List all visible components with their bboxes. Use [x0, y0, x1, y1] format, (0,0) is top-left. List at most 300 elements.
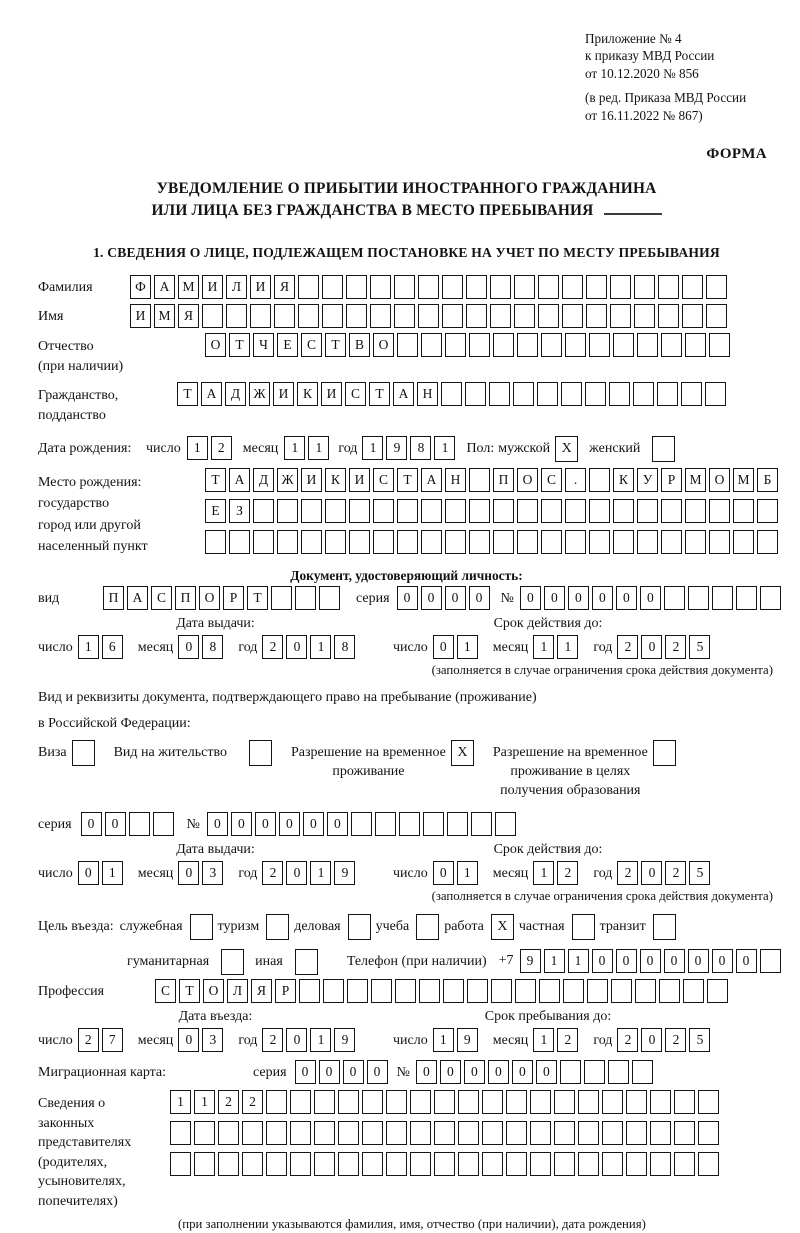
- char-cell[interactable]: 2: [665, 1028, 686, 1052]
- char-cell[interactable]: [565, 333, 586, 357]
- char-cell[interactable]: 1: [533, 635, 554, 659]
- char-cell[interactable]: 2: [665, 861, 686, 885]
- stay-doc-series-cells[interactable]: [81, 812, 177, 836]
- char-cell[interactable]: [274, 304, 295, 328]
- char-cell[interactable]: [578, 1152, 599, 1176]
- char-cell[interactable]: [517, 530, 538, 554]
- char-cell[interactable]: [706, 304, 727, 328]
- char-cell[interactable]: [760, 949, 781, 973]
- stay-doc-issue-year[interactable]: [262, 861, 358, 885]
- char-cell[interactable]: 2: [617, 861, 638, 885]
- char-cell[interactable]: 0: [488, 1060, 509, 1084]
- char-cell[interactable]: [458, 1121, 479, 1145]
- char-cell[interactable]: [517, 333, 538, 357]
- char-cell[interactable]: [202, 304, 223, 328]
- char-cell[interactable]: Б: [757, 468, 778, 492]
- char-cell[interactable]: [421, 333, 442, 357]
- char-cell[interactable]: [538, 304, 559, 328]
- char-cell[interactable]: 1: [533, 1028, 554, 1052]
- char-cell[interactable]: [229, 530, 250, 554]
- char-cell[interactable]: [290, 1152, 311, 1176]
- char-cell[interactable]: [410, 1121, 431, 1145]
- legal-reps-cells-row3[interactable]: [170, 1152, 722, 1176]
- char-cell[interactable]: 0: [421, 586, 442, 610]
- char-cell[interactable]: М: [178, 275, 199, 299]
- purpose-humanitarian-checkbox[interactable]: [221, 949, 244, 975]
- char-cell[interactable]: О: [199, 586, 220, 610]
- char-cell[interactable]: В: [349, 333, 370, 357]
- char-cell[interactable]: 1: [308, 436, 329, 460]
- char-cell[interactable]: 0: [640, 949, 661, 973]
- char-cell[interactable]: [290, 1090, 311, 1114]
- char-cell[interactable]: [170, 1152, 191, 1176]
- char-cell[interactable]: [395, 979, 416, 1003]
- char-cell[interactable]: 1: [194, 1090, 215, 1114]
- char-cell[interactable]: О: [205, 333, 226, 357]
- entry-day[interactable]: [78, 1028, 126, 1052]
- given-name-cells[interactable]: [130, 304, 730, 328]
- char-cell[interactable]: [602, 1121, 623, 1145]
- char-cell[interactable]: 0: [664, 949, 685, 973]
- char-cell[interactable]: [441, 382, 462, 406]
- char-cell[interactable]: 0: [433, 635, 454, 659]
- char-cell[interactable]: И: [349, 468, 370, 492]
- char-cell[interactable]: [709, 333, 730, 357]
- char-cell[interactable]: 0: [255, 812, 276, 836]
- char-cell[interactable]: Т: [325, 333, 346, 357]
- char-cell[interactable]: [513, 382, 534, 406]
- char-cell[interactable]: [266, 1121, 287, 1145]
- char-cell[interactable]: 1: [544, 949, 565, 973]
- char-cell[interactable]: 1: [187, 436, 208, 460]
- identity-number-cells[interactable]: [520, 586, 784, 610]
- char-cell[interactable]: 0: [327, 812, 348, 836]
- char-cell[interactable]: [634, 304, 655, 328]
- char-cell[interactable]: [706, 275, 727, 299]
- char-cell[interactable]: 9: [457, 1028, 478, 1052]
- temp-residence-edu-checkbox[interactable]: [653, 740, 676, 766]
- char-cell[interactable]: [698, 1090, 719, 1114]
- char-cell[interactable]: [271, 586, 292, 610]
- char-cell[interactable]: [589, 468, 610, 492]
- char-cell[interactable]: [153, 812, 174, 836]
- char-cell[interactable]: А: [393, 382, 414, 406]
- char-cell[interactable]: И: [273, 382, 294, 406]
- char-cell[interactable]: [349, 499, 370, 523]
- identity-kind-cells[interactable]: [103, 586, 343, 610]
- char-cell[interactable]: [705, 382, 726, 406]
- char-cell[interactable]: [611, 979, 632, 1003]
- char-cell[interactable]: [650, 1152, 671, 1176]
- char-cell[interactable]: 0: [367, 1060, 388, 1084]
- char-cell[interactable]: [362, 1121, 383, 1145]
- char-cell[interactable]: [589, 333, 610, 357]
- char-cell[interactable]: [349, 530, 370, 554]
- surname-cells[interactable]: [130, 275, 730, 299]
- phone-cells[interactable]: [520, 949, 784, 973]
- char-cell[interactable]: [242, 1152, 263, 1176]
- migration-number-cells[interactable]: [416, 1060, 656, 1084]
- identity-valid-year[interactable]: [617, 635, 713, 659]
- identity-valid-day[interactable]: [433, 635, 481, 659]
- char-cell[interactable]: [418, 275, 439, 299]
- char-cell[interactable]: [443, 979, 464, 1003]
- char-cell[interactable]: 5: [689, 861, 710, 885]
- char-cell[interactable]: [493, 530, 514, 554]
- char-cell[interactable]: 0: [641, 635, 662, 659]
- char-cell[interactable]: [314, 1090, 335, 1114]
- char-cell[interactable]: [698, 1121, 719, 1145]
- purpose-work-checkbox[interactable]: X: [491, 914, 514, 940]
- char-cell[interactable]: [253, 499, 274, 523]
- char-cell[interactable]: 0: [736, 949, 757, 973]
- purpose-business-checkbox[interactable]: [348, 914, 371, 940]
- char-cell[interactable]: [637, 530, 658, 554]
- char-cell[interactable]: [613, 499, 634, 523]
- char-cell[interactable]: 0: [520, 586, 541, 610]
- char-cell[interactable]: 2: [78, 1028, 99, 1052]
- char-cell[interactable]: [434, 1090, 455, 1114]
- char-cell[interactable]: [733, 530, 754, 554]
- char-cell[interactable]: [338, 1090, 359, 1114]
- char-cell[interactable]: 7: [102, 1028, 123, 1052]
- char-cell[interactable]: [399, 812, 420, 836]
- char-cell[interactable]: [386, 1152, 407, 1176]
- char-cell[interactable]: А: [229, 468, 250, 492]
- char-cell[interactable]: [541, 333, 562, 357]
- stay-until-month[interactable]: [533, 1028, 581, 1052]
- char-cell[interactable]: М: [733, 468, 754, 492]
- char-cell[interactable]: 0: [178, 1028, 199, 1052]
- char-cell[interactable]: [373, 530, 394, 554]
- char-cell[interactable]: Р: [223, 586, 244, 610]
- char-cell[interactable]: [635, 979, 656, 1003]
- char-cell[interactable]: [578, 1090, 599, 1114]
- char-cell[interactable]: [685, 333, 706, 357]
- char-cell[interactable]: 0: [568, 586, 589, 610]
- char-cell[interactable]: [338, 1152, 359, 1176]
- char-cell[interactable]: 1: [362, 436, 383, 460]
- char-cell[interactable]: С: [373, 468, 394, 492]
- char-cell[interactable]: Е: [277, 333, 298, 357]
- char-cell[interactable]: [277, 530, 298, 554]
- char-cell[interactable]: Ф: [130, 275, 151, 299]
- char-cell[interactable]: [712, 586, 733, 610]
- char-cell[interactable]: [757, 530, 778, 554]
- char-cell[interactable]: А: [154, 275, 175, 299]
- char-cell[interactable]: 1: [557, 635, 578, 659]
- char-cell[interactable]: [466, 275, 487, 299]
- stay-doc-valid-month[interactable]: [533, 861, 581, 885]
- char-cell[interactable]: [626, 1152, 647, 1176]
- char-cell[interactable]: [298, 304, 319, 328]
- char-cell[interactable]: М: [685, 468, 706, 492]
- char-cell[interactable]: Я: [178, 304, 199, 328]
- temp-residence-checkbox[interactable]: X: [451, 740, 474, 766]
- char-cell[interactable]: [661, 333, 682, 357]
- char-cell[interactable]: [295, 586, 316, 610]
- char-cell[interactable]: 2: [665, 635, 686, 659]
- identity-issue-day[interactable]: [78, 635, 126, 659]
- char-cell[interactable]: 0: [78, 861, 99, 885]
- char-cell[interactable]: Я: [274, 275, 295, 299]
- char-cell[interactable]: [482, 1121, 503, 1145]
- char-cell[interactable]: 0: [207, 812, 228, 836]
- birth-place-cells-row2[interactable]: [205, 499, 781, 523]
- purpose-tourism-checkbox[interactable]: [266, 914, 289, 940]
- char-cell[interactable]: [445, 499, 466, 523]
- char-cell[interactable]: 0: [416, 1060, 437, 1084]
- char-cell[interactable]: 0: [178, 635, 199, 659]
- char-cell[interactable]: [578, 1121, 599, 1145]
- char-cell[interactable]: 2: [242, 1090, 263, 1114]
- char-cell[interactable]: [277, 499, 298, 523]
- char-cell[interactable]: [370, 304, 391, 328]
- char-cell[interactable]: 0: [397, 586, 418, 610]
- char-cell[interactable]: [562, 275, 583, 299]
- char-cell[interactable]: [419, 979, 440, 1003]
- char-cell[interactable]: 0: [319, 1060, 340, 1084]
- char-cell[interactable]: [467, 979, 488, 1003]
- char-cell[interactable]: [659, 979, 680, 1003]
- char-cell[interactable]: Н: [417, 382, 438, 406]
- char-cell[interactable]: [469, 468, 490, 492]
- char-cell[interactable]: [298, 275, 319, 299]
- char-cell[interactable]: О: [203, 979, 224, 1003]
- char-cell[interactable]: [539, 979, 560, 1003]
- char-cell[interactable]: [586, 304, 607, 328]
- char-cell[interactable]: 1: [568, 949, 589, 973]
- char-cell[interactable]: Ж: [249, 382, 270, 406]
- char-cell[interactable]: 1: [433, 1028, 454, 1052]
- sex-female-checkbox[interactable]: [652, 436, 675, 462]
- char-cell[interactable]: И: [250, 275, 271, 299]
- char-cell[interactable]: Т: [247, 586, 268, 610]
- visa-checkbox[interactable]: [72, 740, 95, 766]
- char-cell[interactable]: Т: [205, 468, 226, 492]
- char-cell[interactable]: [266, 1152, 287, 1176]
- char-cell[interactable]: 1: [533, 861, 554, 885]
- char-cell[interactable]: [563, 979, 584, 1003]
- char-cell[interactable]: И: [130, 304, 151, 328]
- char-cell[interactable]: О: [373, 333, 394, 357]
- char-cell[interactable]: 2: [262, 861, 283, 885]
- char-cell[interactable]: [471, 812, 492, 836]
- char-cell[interactable]: [650, 1121, 671, 1145]
- patronymic-cells[interactable]: [205, 333, 733, 357]
- char-cell[interactable]: 0: [445, 586, 466, 610]
- char-cell[interactable]: [658, 275, 679, 299]
- char-cell[interactable]: Д: [225, 382, 246, 406]
- char-cell[interactable]: [688, 586, 709, 610]
- char-cell[interactable]: [322, 304, 343, 328]
- char-cell[interactable]: [608, 1060, 629, 1084]
- char-cell[interactable]: 2: [211, 436, 232, 460]
- char-cell[interactable]: [397, 333, 418, 357]
- char-cell[interactable]: [410, 1090, 431, 1114]
- char-cell[interactable]: 0: [286, 861, 307, 885]
- char-cell[interactable]: [397, 530, 418, 554]
- char-cell[interactable]: 2: [262, 1028, 283, 1052]
- char-cell[interactable]: Л: [227, 979, 248, 1003]
- purpose-transit-checkbox[interactable]: [653, 914, 676, 940]
- char-cell[interactable]: 1: [102, 861, 123, 885]
- char-cell[interactable]: 9: [520, 949, 541, 973]
- char-cell[interactable]: [613, 333, 634, 357]
- char-cell[interactable]: О: [517, 468, 538, 492]
- char-cell[interactable]: [736, 586, 757, 610]
- char-cell[interactable]: [506, 1090, 527, 1114]
- char-cell[interactable]: [530, 1152, 551, 1176]
- char-cell[interactable]: [585, 382, 606, 406]
- char-cell[interactable]: [371, 979, 392, 1003]
- char-cell[interactable]: [514, 275, 535, 299]
- char-cell[interactable]: [589, 530, 610, 554]
- char-cell[interactable]: [458, 1152, 479, 1176]
- char-cell[interactable]: 0: [688, 949, 709, 973]
- char-cell[interactable]: [554, 1121, 575, 1145]
- char-cell[interactable]: [129, 812, 150, 836]
- char-cell[interactable]: [469, 499, 490, 523]
- char-cell[interactable]: И: [321, 382, 342, 406]
- char-cell[interactable]: [242, 1121, 263, 1145]
- char-cell[interactable]: 1: [78, 635, 99, 659]
- char-cell[interactable]: [226, 304, 247, 328]
- char-cell[interactable]: [587, 979, 608, 1003]
- char-cell[interactable]: [299, 979, 320, 1003]
- char-cell[interactable]: 1: [457, 861, 478, 885]
- char-cell[interactable]: [314, 1152, 335, 1176]
- char-cell[interactable]: [613, 530, 634, 554]
- char-cell[interactable]: [394, 304, 415, 328]
- char-cell[interactable]: [445, 530, 466, 554]
- char-cell[interactable]: Т: [397, 468, 418, 492]
- char-cell[interactable]: С: [345, 382, 366, 406]
- char-cell[interactable]: 1: [457, 635, 478, 659]
- char-cell[interactable]: Ч: [253, 333, 274, 357]
- char-cell[interactable]: [554, 1090, 575, 1114]
- stay-doc-valid-day[interactable]: [433, 861, 481, 885]
- char-cell[interactable]: [386, 1090, 407, 1114]
- migration-series-cells[interactable]: [295, 1060, 391, 1084]
- char-cell[interactable]: [632, 1060, 653, 1084]
- char-cell[interactable]: 0: [286, 1028, 307, 1052]
- char-cell[interactable]: [482, 1090, 503, 1114]
- char-cell[interactable]: [685, 530, 706, 554]
- purpose-other-checkbox[interactable]: [295, 949, 318, 975]
- stay-doc-valid-year[interactable]: [617, 861, 713, 885]
- char-cell[interactable]: [658, 304, 679, 328]
- char-cell[interactable]: 0: [105, 812, 126, 836]
- char-cell[interactable]: [650, 1090, 671, 1114]
- char-cell[interactable]: Я: [251, 979, 272, 1003]
- char-cell[interactable]: Н: [445, 468, 466, 492]
- char-cell[interactable]: [760, 586, 781, 610]
- char-cell[interactable]: [514, 304, 535, 328]
- char-cell[interactable]: [561, 382, 582, 406]
- char-cell[interactable]: [218, 1121, 239, 1145]
- stay-until-day[interactable]: [433, 1028, 481, 1052]
- char-cell[interactable]: [346, 275, 367, 299]
- char-cell[interactable]: [637, 499, 658, 523]
- char-cell[interactable]: [482, 1152, 503, 1176]
- char-cell[interactable]: [682, 275, 703, 299]
- char-cell[interactable]: [418, 304, 439, 328]
- char-cell[interactable]: 9: [334, 861, 355, 885]
- profession-cells[interactable]: [155, 979, 731, 1003]
- char-cell[interactable]: [584, 1060, 605, 1084]
- char-cell[interactable]: [541, 499, 562, 523]
- char-cell[interactable]: [493, 499, 514, 523]
- entry-month[interactable]: [178, 1028, 226, 1052]
- char-cell[interactable]: [664, 586, 685, 610]
- char-cell[interactable]: [170, 1121, 191, 1145]
- char-cell[interactable]: 0: [464, 1060, 485, 1084]
- char-cell[interactable]: [434, 1121, 455, 1145]
- char-cell[interactable]: Р: [275, 979, 296, 1003]
- purpose-private-checkbox[interactable]: [572, 914, 595, 940]
- char-cell[interactable]: [506, 1152, 527, 1176]
- sex-male-checkbox[interactable]: X: [555, 436, 578, 462]
- char-cell[interactable]: [322, 275, 343, 299]
- char-cell[interactable]: [423, 812, 444, 836]
- char-cell[interactable]: [194, 1152, 215, 1176]
- char-cell[interactable]: [683, 979, 704, 1003]
- char-cell[interactable]: А: [421, 468, 442, 492]
- char-cell[interactable]: [565, 530, 586, 554]
- char-cell[interactable]: 0: [231, 812, 252, 836]
- char-cell[interactable]: И: [301, 468, 322, 492]
- char-cell[interactable]: [325, 530, 346, 554]
- char-cell[interactable]: 2: [262, 635, 283, 659]
- char-cell[interactable]: [602, 1090, 623, 1114]
- char-cell[interactable]: 6: [102, 635, 123, 659]
- char-cell[interactable]: [410, 1152, 431, 1176]
- char-cell[interactable]: [458, 1090, 479, 1114]
- char-cell[interactable]: [314, 1121, 335, 1145]
- char-cell[interactable]: 0: [640, 586, 661, 610]
- char-cell[interactable]: 1: [310, 1028, 331, 1052]
- char-cell[interactable]: [375, 812, 396, 836]
- char-cell[interactable]: 5: [689, 1028, 710, 1052]
- char-cell[interactable]: 2: [617, 1028, 638, 1052]
- char-cell[interactable]: [489, 382, 510, 406]
- birth-day-cells[interactable]: [187, 436, 235, 460]
- char-cell[interactable]: [602, 1152, 623, 1176]
- char-cell[interactable]: [465, 382, 486, 406]
- char-cell[interactable]: Ж: [277, 468, 298, 492]
- char-cell[interactable]: З: [229, 499, 250, 523]
- birth-place-cells-row1[interactable]: [205, 468, 781, 492]
- char-cell[interactable]: К: [297, 382, 318, 406]
- purpose-official-checkbox[interactable]: [190, 914, 213, 940]
- char-cell[interactable]: 8: [334, 635, 355, 659]
- char-cell[interactable]: [290, 1121, 311, 1145]
- char-cell[interactable]: [370, 275, 391, 299]
- char-cell[interactable]: [351, 812, 372, 836]
- char-cell[interactable]: [586, 275, 607, 299]
- char-cell[interactable]: 8: [410, 436, 431, 460]
- char-cell[interactable]: [562, 304, 583, 328]
- char-cell[interactable]: [347, 979, 368, 1003]
- char-cell[interactable]: 0: [512, 1060, 533, 1084]
- char-cell[interactable]: [674, 1121, 695, 1145]
- char-cell[interactable]: [560, 1060, 581, 1084]
- stay-doc-issue-month[interactable]: [178, 861, 226, 885]
- char-cell[interactable]: [362, 1090, 383, 1114]
- char-cell[interactable]: Е: [205, 499, 226, 523]
- char-cell[interactable]: Д: [253, 468, 274, 492]
